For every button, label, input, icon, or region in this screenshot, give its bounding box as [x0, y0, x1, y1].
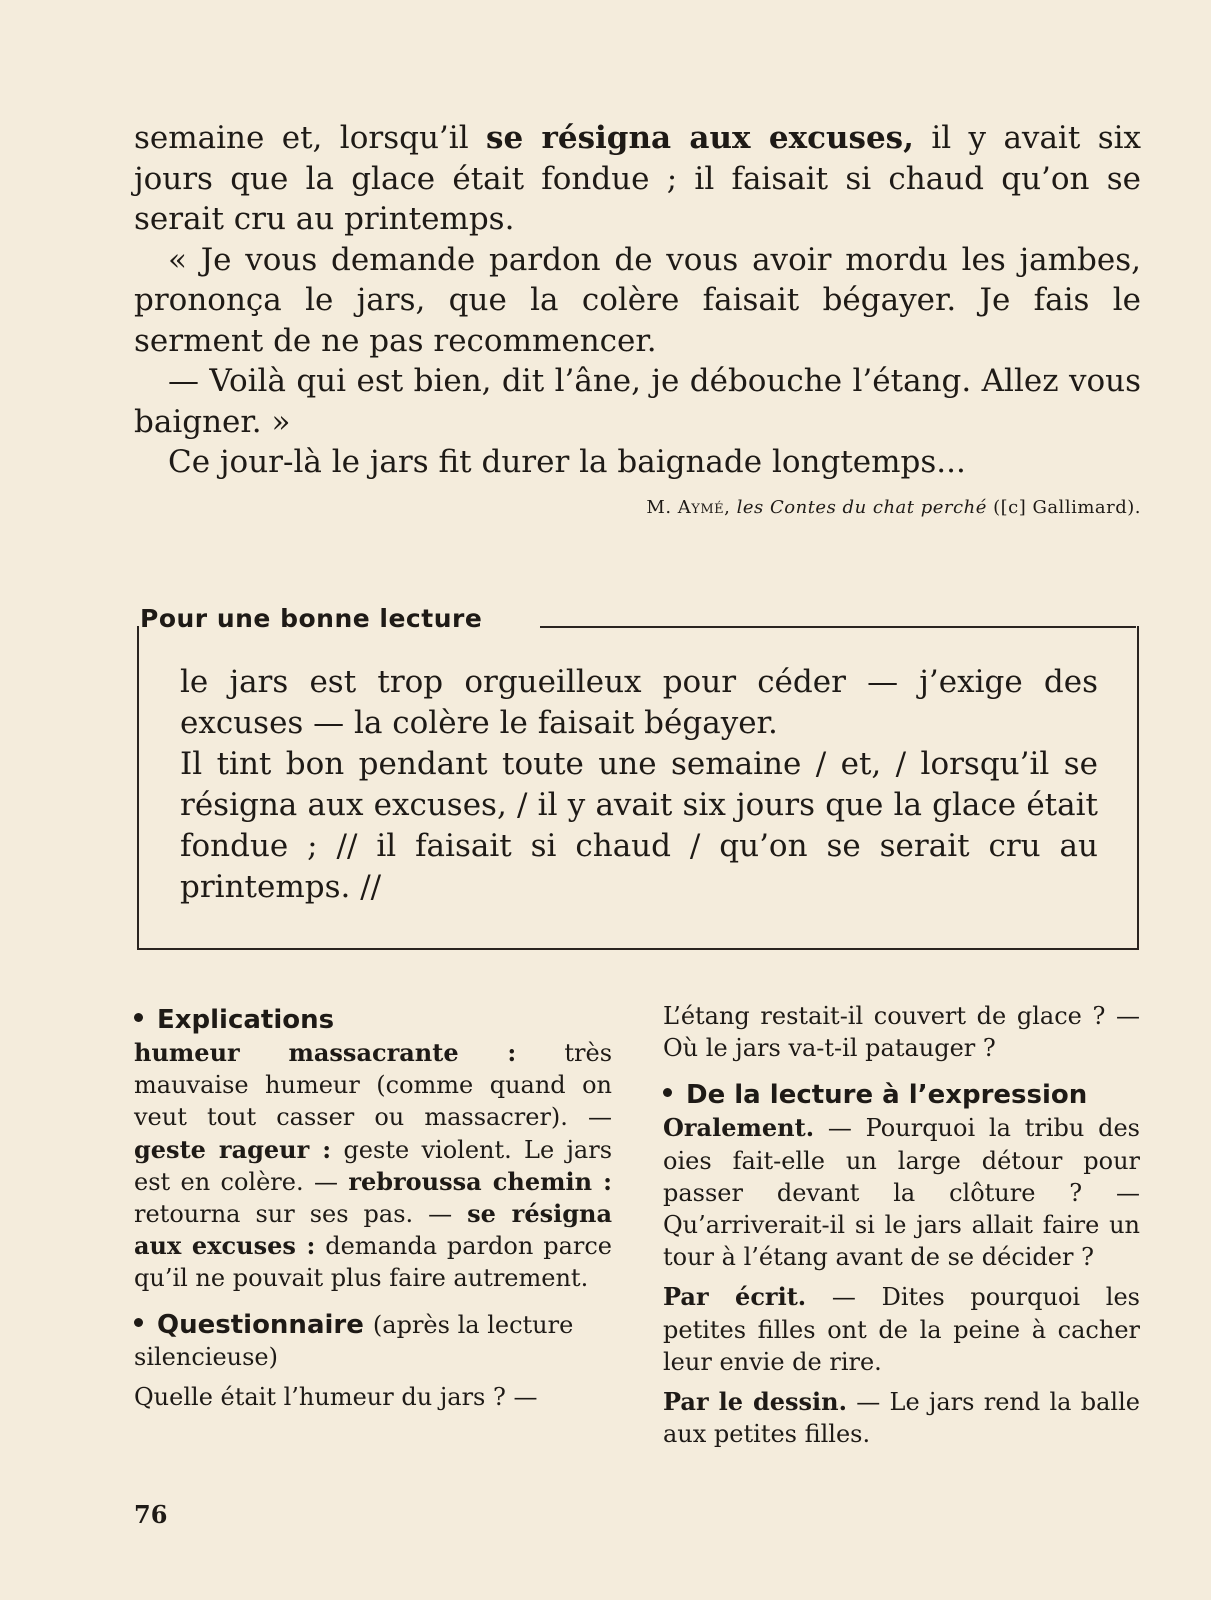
right-column: [663, 1000, 1140, 1450]
story-paragraph: — Voilà qui est bien, dit l’âne, je débouche l’étang. Allez vous baigner. »: [134, 363, 1141, 440]
bullet-icon: [134, 1013, 143, 1022]
story-text: [134, 118, 1141, 483]
page-number: 76: [134, 1500, 168, 1529]
explications-text: humeur massacrante : très mauvaise humeur (comme quand on veut tout casser ou massacrer). — geste rageur : geste violent. Le jars est en colère. — rebroussa chemin : retourna sur ses pas. — se résigna aux excuses : demanda pardon parce qu’il ne pouvait plus faire autrement.: [134, 1038, 613, 1293]
reading-box-text: [180, 662, 1098, 908]
source-author: M. Aymé,: [646, 497, 731, 518]
story-paragraph: Ce jour-là le jars fit durer la baignade longtemps...: [168, 444, 966, 480]
questionnaire-heading: Questionnaire (après la lecture silencieuse): [134, 1309, 574, 1371]
reading-box-title: Pour une bonne lecture: [140, 604, 492, 633]
bullet-icon: [663, 1088, 672, 1097]
explications-heading: Explications: [134, 1003, 612, 1037]
bullet-icon: [134, 1318, 143, 1327]
left-column: [134, 1003, 612, 1413]
questionnaire-question: Quelle était l’humeur du jars ? —: [134, 1382, 538, 1411]
reading-box-line: Il tint bon pendant toute une semaine / et, / lorsqu’il se résigna aux excuses, / il y avait six jours que la glace était fondue ; // il faisait si chaud / qu’on se serait cru au printemps. //: [180, 746, 1098, 905]
story-paragraph: semaine et, lorsqu’il se résigna aux excuses, il y avait six jours que la glace était fondue ; il faisait si chaud qu’on se serait cru au printemps.: [134, 120, 1141, 237]
questionnaire-question: L’étang restait-il couvert de glace ? — Où le jars va-t-il patauger ?: [663, 1002, 1140, 1063]
highlighted-phrase: se résigna aux excuses,: [486, 120, 914, 156]
expression-heading: De la lecture à l’expression: [663, 1078, 1140, 1112]
source-publisher: ([c] Gallimard).: [993, 497, 1141, 518]
reading-box-line: le jars est trop orgueilleux pour céder — j’exige des excuses — la colère le faisait bégayer.: [180, 664, 1098, 741]
expression-ecrit: Par écrit. — Dites pourquoi les petites filles ont de la peine à cacher leur envie de rire.: [663, 1282, 1140, 1376]
source-citation: [134, 497, 1141, 518]
source-work: les Contes du chat perché: [736, 497, 987, 518]
expression-dessin: Par le dessin. — Le jars rend la balle aux petites filles.: [663, 1387, 1140, 1449]
story-paragraph: « Je vous demande pardon de vous avoir mordu les jambes, prononça le jars, que la colère faisait bégayer. Je fais le serment de ne pas recommencer.: [134, 241, 1141, 359]
expression-oral: Oralement. — Pourquoi la tribu des oies fait-elle un large détour pour passer devant la clôture ? — Qu’arriverait-il si le jars allait faire un tour à l’étang avant de se décider ?: [663, 1113, 1140, 1272]
